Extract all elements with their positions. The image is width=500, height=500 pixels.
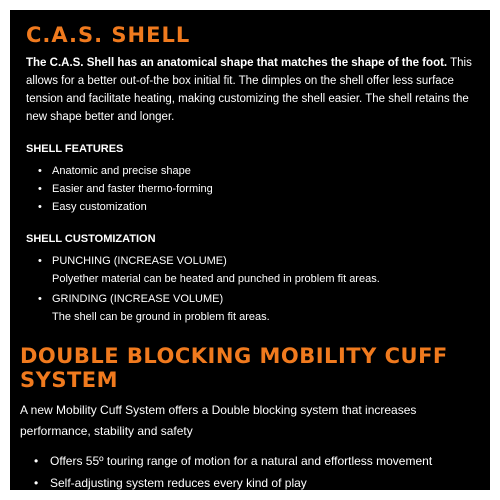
list-item-label: PUNCHING (INCREASE VOLUME) bbox=[52, 255, 227, 267]
cas-shell-intro bbox=[26, 54, 476, 126]
mobility-cuff-heading: DOUBLE BLOCKING MOBILITY CUFF SYSTEM bbox=[20, 344, 448, 392]
list-item-text: Self-adjusting system reduces every kind of play bbox=[50, 476, 307, 490]
list-item-text: Easier and faster thermo-forming bbox=[52, 183, 213, 195]
shell-features-heading: SHELL FEATURES bbox=[26, 143, 124, 155]
bullet-icon: • bbox=[38, 201, 42, 213]
cas-shell-intro-text: This allows for a better out-of-the box initial fit. The dimples on the shell offer less surface tension and facilitate heating, making customizing the shell easier. The shell retains the new shape better and longer. bbox=[26, 57, 472, 123]
bullet-icon: • bbox=[38, 165, 42, 177]
list-item bbox=[38, 290, 476, 326]
list-item bbox=[38, 180, 476, 198]
shell-customization-list bbox=[26, 252, 476, 326]
list-item bbox=[38, 198, 476, 216]
bullet-icon: • bbox=[34, 476, 39, 490]
cas-shell-intro-bold: The C.A.S. Shell has an anatomical shape that matches the shape of the foot. bbox=[26, 57, 448, 69]
shell-customization-heading: SHELL CUSTOMIZATION bbox=[26, 233, 156, 245]
mobility-cuff-intro: A new Mobility Cuff System offers a Double blocking system that increases performance, stability and safety bbox=[20, 403, 417, 438]
mobility-cuff-list bbox=[20, 450, 480, 494]
mobility-cuff-section bbox=[10, 336, 490, 490]
list-item bbox=[34, 472, 480, 494]
bullet-icon: • bbox=[38, 293, 42, 305]
list-item-text: Anatomic and precise shape bbox=[52, 165, 191, 177]
cas-shell-heading: C.A.S. SHELL bbox=[26, 23, 191, 47]
list-item-description: The shell can be ground in problem fit areas. bbox=[52, 311, 270, 323]
list-item-text: Offers 55º touring range of motion for a natural and effortless movement bbox=[50, 454, 433, 468]
list-item-text: Easy customization bbox=[52, 201, 147, 213]
bullet-icon: • bbox=[34, 454, 39, 468]
list-item bbox=[34, 450, 480, 472]
list-item-description: Polyether material can be heated and punched in problem fit areas. bbox=[52, 273, 380, 285]
bullet-icon: • bbox=[38, 255, 42, 267]
list-item bbox=[38, 252, 476, 288]
list-item bbox=[38, 162, 476, 180]
shell-features-list bbox=[26, 162, 476, 216]
list-item-label: GRINDING (INCREASE VOLUME) bbox=[52, 293, 224, 305]
bullet-icon: • bbox=[38, 183, 42, 195]
cas-shell-section bbox=[10, 10, 490, 336]
